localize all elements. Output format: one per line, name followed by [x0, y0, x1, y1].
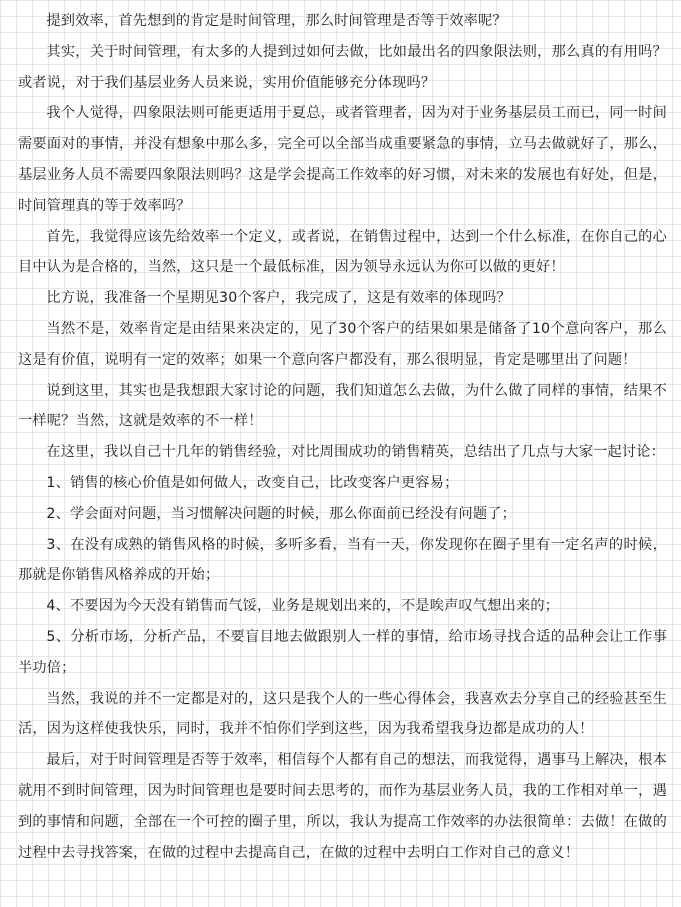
list-item-2: 2、学会面对问题，当习惯解决问题的时候，那么你面前已经没有问题了； — [46, 505, 517, 522]
paragraph-discussion: 说到这里，其实也是我想跟大家讨论的问题，我们知道怎么去做，为什么做了同样的事情，结果不一样呢？当然，这就是效率的不一样！ — [18, 382, 667, 430]
paragraph-four-quadrant: 其实，关于时间管理，有太多的人提到过如何去做，比如最出名的四象限法则，那么真的有用吗？或者说，对于我们基层业务人员来说，实用价值能够充分体现吗？ — [18, 43, 667, 91]
paragraph-example: 比方说，我准备一个星期见30个客户，我完成了，这是有效率的体现吗？ — [46, 290, 511, 307]
paragraph-intro: 提到效率，首先想到的肯定是时间管理，那么时间管理是否等于效率呢？ — [46, 13, 507, 29]
list-item-3: 3、在没有成熟的销售风格的时候，多听多看，当有一天，你发现你在圈子里有一定名声的时候，那就是你销售风格养成的开始； — [18, 536, 667, 584]
list-item-5: 5、分析市场，分析产品，不要盲目地去做跟别人一样的事情，给市场寻找合适的品种会让工作事半功倍； — [18, 628, 667, 676]
list-item-1: 1、销售的核心价值是如何做人，改变自己，比改变客户更容易； — [46, 474, 459, 491]
paragraph-sharing: 当然，我说的并不一定都是对的，这只是我个人的一些心得体会，我喜欢去分享自己的经验甚至生活，因为这样使我快乐，同时，我并不怕你们学到这些，因为我希望我身边都是成功的人！ — [18, 690, 667, 738]
paragraph-opinion: 我个人觉得，四象限法则可能更适用于夏总，或者管理者，因为对于业务基层员工而已，同一时间需要面对的事情，并没有想象中那么多，完全可以全部当成重要紧急的事情，立马去做就好了，那么，基层业务人员不需要四象限法则吗？这是学会提高工作效率的好习惯，对未来的发展也有好处，但是，时间管理真的等于效率吗？ — [18, 105, 667, 214]
paragraph-result: 当然不是，效率肯定是由结果来决定的，见了30个客户的结果如果是储备了10个意向客户，那么这是有价值，说明有一定的效率；如果一个意向客户都没有，那么很明显，肯定是哪里出了问题！ — [18, 320, 667, 368]
paragraph-conclusion: 最后，对于时间管理是否等于效率，相信每个人都有自己的想法，而我觉得，遇事马上解决，根本就用不到时间管理，因为时间管理也是要时间去思考的，而作为基层业务人员，我的工作相对单一，遇到的事情和问题，全部在一个可控的圈子里，所以，我认为提高工作效率的办法很简单：去做！在做的过程中去寻找答案，在做的过程中去提高自己，在做的过程中去明白工作对自己的意义！ — [18, 752, 667, 861]
list-item-4: 4、不要因为今天没有销售而气馁，业务是规划出来的，不是唉声叹气想出来的； — [46, 598, 560, 615]
paragraph-experience: 在这里，我以自己十几年的销售经验，对比周围成功的销售精英，总结出了几点与大家一起讨论： — [46, 444, 666, 461]
paragraph-definition: 首先，我觉得应该先给效率一个定义，或者说，在销售过程中，达到一个什么标准，在你自己的心目中认为是合格的，当然，这只是一个最低标准，因为领导永远认为你可以做的更好！ — [18, 228, 667, 276]
